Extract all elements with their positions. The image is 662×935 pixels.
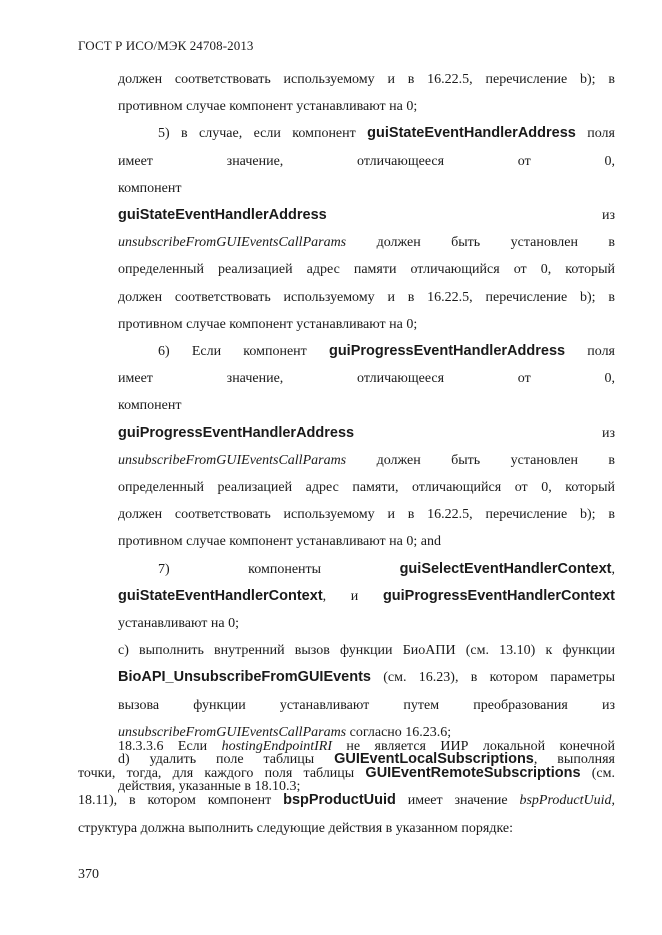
table-name: GUIEventLocalSubscriptions	[334, 751, 534, 768]
param-name: hostingEndpointIRI	[221, 739, 333, 754]
field-name: guiProgressEventHandlerContext	[382, 587, 615, 604]
param-name: unsubscribeFromGUIEventsCallParams	[118, 724, 347, 740]
field-name: guiStateEventHandlerAddress	[367, 125, 576, 142]
param-name: unsubscribeFromGUIEventsCallParams	[118, 452, 347, 468]
text-line: противном случае компонент устанавливают на 0;	[118, 99, 418, 115]
field-name: bspProductUuid	[283, 792, 396, 809]
text-line: unsubscribeFromGUIEventsCallParams должен быть установлен в	[118, 235, 615, 251]
param-name: unsubscribeFromGUIEventsCallParams	[118, 235, 347, 251]
text-line: определенный реализацией адрес памяти отличающийся от 0, который	[118, 262, 615, 278]
text-line: определенный реализацией адрес памяти, отличающийся от 0, который	[118, 480, 615, 496]
text-line: противном случае компонент устанавливают на 0; and	[118, 534, 441, 550]
text-line: guiStateEventHandlerAddress из	[118, 207, 615, 224]
text-line: BioAPI_UnsubscribeFromGUIEvents (см. 16.23), в котором параметры	[118, 669, 615, 686]
param-name: bspProductUuid	[519, 793, 612, 809]
text-line: должен соответствовать используемому и в 16.22.5, перечисление b); в	[118, 72, 615, 87]
field-name: guiSelectEventHandlerContext	[399, 560, 612, 577]
text-block-main	[118, 66, 615, 800]
text-line: точки, тогда, для каждого поля таблицы GUIEventRemoteSubscriptions (см.	[78, 765, 615, 782]
item-6-line: 6) Если компонент guiProgressEventHandlerAddress поля	[158, 343, 615, 360]
function-name: BioAPI_UnsubscribeFromGUIEvents	[118, 669, 371, 686]
text-line: unsubscribeFromGUIEventsCallParams должен быть установлен в	[118, 452, 615, 468]
page-number: 370	[78, 867, 99, 882]
text-line: имеет значение, отличающееся от 0, компонент	[118, 371, 615, 414]
text-line: 18.11), в котором компонент bspProductUuid имеет значение bspProductUuid,	[78, 792, 615, 809]
field-name: guiProgressEventHandlerAddress	[328, 343, 566, 360]
text-line: противном случае компонент устанавливают на 0;	[118, 316, 418, 332]
item-d-line: d) удалить поле таблицы GUIEventLocalSubscriptions, выполняя	[118, 751, 615, 768]
text-line: должен соответствовать используемому и в 16.22.5, перечисление b); в	[118, 507, 615, 523]
document-header: ГОСТ Р ИСО/МЭК 24708-2013	[78, 38, 254, 53]
field-name: guiStateEventHandlerContext	[118, 587, 323, 604]
field-name: guiProgressEventHandlerAddress	[118, 424, 355, 441]
table-name: GUIEventRemoteSubscriptions	[365, 765, 581, 782]
item-5-line: 5) в случае, если компонент guiStateEventHandlerAddress поля	[158, 125, 615, 142]
text-line: структура должна выполнить следующие действия в указанном порядке:	[78, 820, 514, 836]
section-18-3-3-6-line: 18.3.3.6 Если hostingEndpointIRI не является ИИР локальной конечной	[118, 739, 615, 754]
field-name: guiStateEventHandlerAddress	[118, 207, 327, 224]
text-line: устанавливают на 0;	[118, 616, 239, 632]
item-7-line: 7) компоненты guiSelectEventHandlerContext,	[158, 560, 615, 577]
text-line: unsubscribeFromGUIEventsCallParams согласно 16.23.6;	[118, 724, 452, 740]
text-line: должен соответствовать используемому и в 16.22.5, перечисление b); в	[118, 289, 615, 305]
text-line: действия, указанные в 18.10.3;	[118, 779, 301, 795]
text-line: guiProgressEventHandlerAddress из	[118, 424, 615, 441]
item-c-line: c) выполнить внутренний вызов функции БиоАПИ (см. 13.10) к функции	[118, 643, 615, 659]
text-line: guiStateEventHandlerContext, и guiProgressEventHandlerContext	[118, 587, 615, 604]
text-line: вызова функции устанавливают путем преобразования из	[118, 697, 615, 713]
text-block-section	[78, 733, 615, 842]
text-line: имеет значение, отличающееся от 0, компонент	[118, 153, 615, 196]
